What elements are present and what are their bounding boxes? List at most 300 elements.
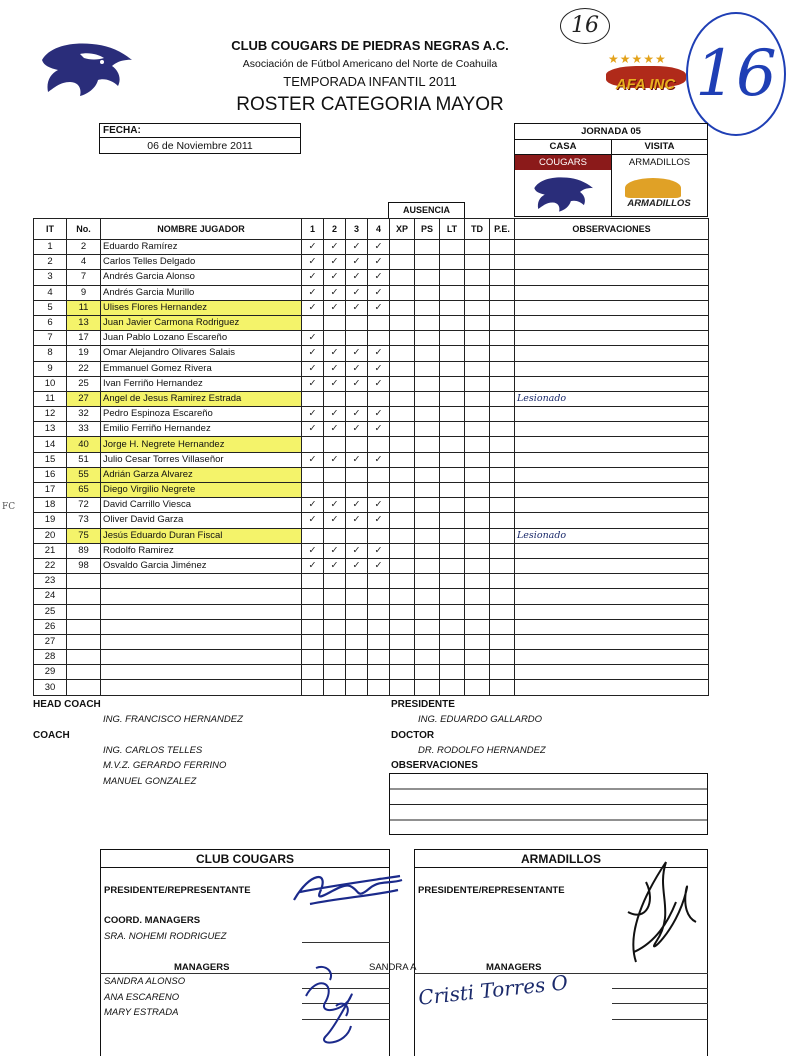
row-pe[interactable]: [490, 498, 515, 513]
row-quarter-1[interactable]: [302, 619, 324, 634]
row-td[interactable]: [465, 240, 490, 255]
row-number[interactable]: 17: [67, 331, 101, 346]
row-observaciones[interactable]: [515, 680, 709, 695]
row-quarter-3[interactable]: ✓: [346, 543, 368, 558]
row-observaciones[interactable]: [515, 513, 709, 528]
row-quarter-3[interactable]: [346, 528, 368, 543]
row-player-name[interactable]: Eduardo Ramírez: [101, 240, 302, 255]
row-td[interactable]: [465, 483, 490, 498]
row-quarter-1[interactable]: ✓: [302, 422, 324, 437]
row-quarter-1[interactable]: [302, 604, 324, 619]
row-quarter-4[interactable]: [368, 589, 390, 604]
row-player-name[interactable]: Juan Javier Carmona Rodriguez: [101, 315, 302, 330]
row-quarter-1[interactable]: ✓: [302, 513, 324, 528]
row-xp[interactable]: [390, 574, 415, 589]
row-number[interactable]: 75: [67, 528, 101, 543]
row-lt[interactable]: [440, 255, 465, 270]
row-quarter-3[interactable]: [346, 467, 368, 482]
row-it[interactable]: 20: [34, 528, 67, 543]
row-ps[interactable]: [415, 528, 440, 543]
row-ps[interactable]: [415, 270, 440, 285]
row-observaciones[interactable]: [515, 574, 709, 589]
row-it[interactable]: 12: [34, 407, 67, 422]
row-it[interactable]: 19: [34, 513, 67, 528]
row-quarter-1[interactable]: [302, 315, 324, 330]
row-td[interactable]: [465, 634, 490, 649]
row-td[interactable]: [465, 498, 490, 513]
row-pe[interactable]: [490, 407, 515, 422]
row-xp[interactable]: [390, 452, 415, 467]
row-lt[interactable]: [440, 315, 465, 330]
row-ps[interactable]: [415, 376, 440, 391]
row-lt[interactable]: [440, 604, 465, 619]
row-pe[interactable]: [490, 255, 515, 270]
row-observaciones[interactable]: [515, 300, 709, 315]
row-quarter-3[interactable]: ✓: [346, 422, 368, 437]
row-quarter-1[interactable]: ✓: [302, 240, 324, 255]
row-player-name[interactable]: [101, 680, 302, 695]
row-observaciones[interactable]: [515, 270, 709, 285]
row-td[interactable]: [465, 558, 490, 573]
row-observaciones[interactable]: [515, 467, 709, 482]
row-td[interactable]: [465, 513, 490, 528]
row-pe[interactable]: [490, 558, 515, 573]
row-pe[interactable]: [490, 331, 515, 346]
row-td[interactable]: [465, 407, 490, 422]
row-td[interactable]: [465, 589, 490, 604]
row-quarter-2[interactable]: [324, 437, 346, 452]
row-quarter-4[interactable]: [368, 665, 390, 680]
row-quarter-3[interactable]: ✓: [346, 452, 368, 467]
row-pe[interactable]: [490, 680, 515, 695]
row-xp[interactable]: [390, 361, 415, 376]
row-quarter-3[interactable]: [346, 650, 368, 665]
row-quarter-3[interactable]: ✓: [346, 376, 368, 391]
row-ps[interactable]: [415, 619, 440, 634]
row-lt[interactable]: [440, 665, 465, 680]
row-it[interactable]: 30: [34, 680, 67, 695]
row-quarter-4[interactable]: ✓: [368, 300, 390, 315]
row-quarter-4[interactable]: ✓: [368, 452, 390, 467]
row-td[interactable]: [465, 361, 490, 376]
row-pe[interactable]: [490, 346, 515, 361]
row-ps[interactable]: [415, 346, 440, 361]
row-quarter-4[interactable]: ✓: [368, 361, 390, 376]
row-quarter-1[interactable]: [302, 665, 324, 680]
row-xp[interactable]: [390, 483, 415, 498]
row-ps[interactable]: [415, 513, 440, 528]
row-player-name[interactable]: Pedro Espinoza Escareño: [101, 407, 302, 422]
row-xp[interactable]: [390, 255, 415, 270]
row-quarter-4[interactable]: ✓: [368, 285, 390, 300]
row-quarter-2[interactable]: ✓: [324, 422, 346, 437]
row-quarter-1[interactable]: [302, 574, 324, 589]
row-quarter-3[interactable]: ✓: [346, 240, 368, 255]
row-number[interactable]: 51: [67, 452, 101, 467]
row-ps[interactable]: [415, 483, 440, 498]
row-it[interactable]: 26: [34, 619, 67, 634]
row-xp[interactable]: [390, 513, 415, 528]
row-pe[interactable]: [490, 604, 515, 619]
row-quarter-1[interactable]: ✓: [302, 361, 324, 376]
row-td[interactable]: [465, 315, 490, 330]
row-td[interactable]: [465, 528, 490, 543]
row-it[interactable]: 11: [34, 391, 67, 406]
row-observaciones[interactable]: [515, 452, 709, 467]
row-quarter-4[interactable]: [368, 680, 390, 695]
row-pe[interactable]: [490, 315, 515, 330]
row-quarter-2[interactable]: ✓: [324, 543, 346, 558]
row-lt[interactable]: [440, 680, 465, 695]
row-quarter-4[interactable]: [368, 528, 390, 543]
row-quarter-3[interactable]: ✓: [346, 513, 368, 528]
row-lt[interactable]: [440, 574, 465, 589]
row-xp[interactable]: [390, 604, 415, 619]
row-xp[interactable]: [390, 589, 415, 604]
row-quarter-1[interactable]: ✓: [302, 452, 324, 467]
row-it[interactable]: 18: [34, 498, 67, 513]
row-quarter-4[interactable]: ✓: [368, 270, 390, 285]
row-quarter-2[interactable]: ✓: [324, 346, 346, 361]
row-quarter-2[interactable]: [324, 528, 346, 543]
row-quarter-3[interactable]: ✓: [346, 285, 368, 300]
row-number[interactable]: 19: [67, 346, 101, 361]
row-xp[interactable]: [390, 528, 415, 543]
row-lt[interactable]: [440, 437, 465, 452]
row-quarter-3[interactable]: [346, 331, 368, 346]
row-ps[interactable]: [415, 634, 440, 649]
row-observaciones[interactable]: [515, 407, 709, 422]
row-xp[interactable]: [390, 422, 415, 437]
row-it[interactable]: 7: [34, 331, 67, 346]
row-quarter-4[interactable]: [368, 391, 390, 406]
row-xp[interactable]: [390, 650, 415, 665]
row-it[interactable]: 28: [34, 650, 67, 665]
row-quarter-2[interactable]: [324, 391, 346, 406]
row-td[interactable]: [465, 619, 490, 634]
row-quarter-2[interactable]: ✓: [324, 376, 346, 391]
row-quarter-3[interactable]: [346, 391, 368, 406]
row-quarter-2[interactable]: [324, 315, 346, 330]
row-td[interactable]: [465, 467, 490, 482]
row-ps[interactable]: [415, 680, 440, 695]
row-lt[interactable]: [440, 376, 465, 391]
row-quarter-2[interactable]: [324, 665, 346, 680]
row-td[interactable]: [465, 391, 490, 406]
row-player-name[interactable]: Angel de Jesus Ramirez Estrada: [101, 391, 302, 406]
row-quarter-2[interactable]: ✓: [324, 513, 346, 528]
row-xp[interactable]: [390, 498, 415, 513]
row-player-name[interactable]: Osvaldo Garcia Jiménez: [101, 558, 302, 573]
row-pe[interactable]: [490, 665, 515, 680]
row-ps[interactable]: [415, 543, 440, 558]
row-lt[interactable]: [440, 558, 465, 573]
row-quarter-3[interactable]: ✓: [346, 255, 368, 270]
row-ps[interactable]: [415, 391, 440, 406]
row-td[interactable]: [465, 422, 490, 437]
row-quarter-1[interactable]: ✓: [302, 285, 324, 300]
row-ps[interactable]: [415, 361, 440, 376]
row-xp[interactable]: [390, 543, 415, 558]
row-observaciones[interactable]: [515, 240, 709, 255]
row-observaciones[interactable]: [515, 543, 709, 558]
row-observaciones[interactable]: [515, 558, 709, 573]
row-it[interactable]: 29: [34, 665, 67, 680]
row-number[interactable]: 55: [67, 467, 101, 482]
row-it[interactable]: 24: [34, 589, 67, 604]
row-quarter-4[interactable]: ✓: [368, 255, 390, 270]
row-quarter-4[interactable]: [368, 437, 390, 452]
row-number[interactable]: 11: [67, 300, 101, 315]
row-number[interactable]: 40: [67, 437, 101, 452]
row-player-name[interactable]: [101, 619, 302, 634]
row-observaciones[interactable]: [515, 437, 709, 452]
row-xp[interactable]: [390, 619, 415, 634]
row-quarter-2[interactable]: ✓: [324, 558, 346, 573]
row-td[interactable]: [465, 376, 490, 391]
row-quarter-1[interactable]: [302, 437, 324, 452]
row-player-name[interactable]: Jesús Eduardo Duran Fiscal: [101, 528, 302, 543]
row-pe[interactable]: [490, 437, 515, 452]
row-observaciones[interactable]: [515, 255, 709, 270]
row-number[interactable]: 27: [67, 391, 101, 406]
row-player-name[interactable]: Emilio Ferriño Hernandez: [101, 422, 302, 437]
row-quarter-4[interactable]: [368, 331, 390, 346]
row-quarter-4[interactable]: ✓: [368, 543, 390, 558]
row-xp[interactable]: [390, 331, 415, 346]
row-quarter-1[interactable]: ✓: [302, 543, 324, 558]
row-quarter-2[interactable]: ✓: [324, 285, 346, 300]
row-lt[interactable]: [440, 422, 465, 437]
row-lt[interactable]: [440, 240, 465, 255]
row-player-name[interactable]: [101, 634, 302, 649]
row-pe[interactable]: [490, 543, 515, 558]
row-quarter-1[interactable]: ✓: [302, 498, 324, 513]
row-quarter-1[interactable]: ✓: [302, 376, 324, 391]
row-it[interactable]: 21: [34, 543, 67, 558]
row-quarter-3[interactable]: ✓: [346, 270, 368, 285]
row-number[interactable]: [67, 589, 101, 604]
row-xp[interactable]: [390, 270, 415, 285]
row-quarter-2[interactable]: ✓: [324, 452, 346, 467]
row-ps[interactable]: [415, 604, 440, 619]
row-quarter-1[interactable]: [302, 467, 324, 482]
row-pe[interactable]: [490, 574, 515, 589]
row-it[interactable]: 1: [34, 240, 67, 255]
row-quarter-1[interactable]: [302, 589, 324, 604]
row-it[interactable]: 27: [34, 634, 67, 649]
row-observaciones[interactable]: [515, 331, 709, 346]
row-pe[interactable]: [490, 391, 515, 406]
row-td[interactable]: [465, 650, 490, 665]
row-quarter-3[interactable]: ✓: [346, 361, 368, 376]
row-quarter-1[interactable]: [302, 680, 324, 695]
row-ps[interactable]: [415, 437, 440, 452]
row-quarter-4[interactable]: ✓: [368, 376, 390, 391]
row-ps[interactable]: [415, 574, 440, 589]
row-player-name[interactable]: [101, 604, 302, 619]
row-ps[interactable]: [415, 331, 440, 346]
row-observaciones[interactable]: [515, 619, 709, 634]
row-ps[interactable]: [415, 650, 440, 665]
row-pe[interactable]: [490, 240, 515, 255]
row-number[interactable]: 25: [67, 376, 101, 391]
row-td[interactable]: [465, 543, 490, 558]
row-observaciones[interactable]: [515, 665, 709, 680]
row-xp[interactable]: [390, 300, 415, 315]
row-pe[interactable]: [490, 422, 515, 437]
row-quarter-3[interactable]: [346, 634, 368, 649]
row-ps[interactable]: [415, 589, 440, 604]
row-player-name[interactable]: Oliver David Garza: [101, 513, 302, 528]
row-number[interactable]: 4: [67, 255, 101, 270]
row-quarter-1[interactable]: [302, 528, 324, 543]
row-quarter-3[interactable]: ✓: [346, 558, 368, 573]
observaciones-box[interactable]: [389, 773, 708, 835]
row-pe[interactable]: [490, 528, 515, 543]
row-player-name[interactable]: Adrián Garza Alvarez: [101, 467, 302, 482]
row-xp[interactable]: [390, 376, 415, 391]
row-quarter-2[interactable]: ✓: [324, 255, 346, 270]
row-it[interactable]: 3: [34, 270, 67, 285]
row-quarter-3[interactable]: [346, 619, 368, 634]
row-quarter-3[interactable]: ✓: [346, 346, 368, 361]
row-quarter-4[interactable]: ✓: [368, 346, 390, 361]
row-td[interactable]: [465, 574, 490, 589]
row-pe[interactable]: [490, 285, 515, 300]
row-player-name[interactable]: Andrés Garcia Murillo: [101, 285, 302, 300]
row-number[interactable]: 2: [67, 240, 101, 255]
row-quarter-4[interactable]: ✓: [368, 422, 390, 437]
row-quarter-3[interactable]: [346, 589, 368, 604]
row-player-name[interactable]: Andrés Garcia Alonso: [101, 270, 302, 285]
row-quarter-3[interactable]: [346, 574, 368, 589]
row-xp[interactable]: [390, 346, 415, 361]
row-quarter-3[interactable]: [346, 315, 368, 330]
row-quarter-4[interactable]: ✓: [368, 558, 390, 573]
row-xp[interactable]: [390, 315, 415, 330]
row-pe[interactable]: [490, 376, 515, 391]
row-xp[interactable]: [390, 285, 415, 300]
row-lt[interactable]: [440, 331, 465, 346]
row-observaciones[interactable]: [515, 483, 709, 498]
row-observaciones[interactable]: [515, 604, 709, 619]
row-quarter-3[interactable]: ✓: [346, 407, 368, 422]
row-player-name[interactable]: Diego Virgilio Negrete: [101, 483, 302, 498]
row-player-name[interactable]: Carlos Telles Delgado: [101, 255, 302, 270]
row-lt[interactable]: [440, 452, 465, 467]
row-lt[interactable]: [440, 528, 465, 543]
row-quarter-2[interactable]: ✓: [324, 498, 346, 513]
row-quarter-2[interactable]: ✓: [324, 361, 346, 376]
row-ps[interactable]: [415, 665, 440, 680]
row-quarter-1[interactable]: ✓: [302, 407, 324, 422]
row-it[interactable]: 17: [34, 483, 67, 498]
row-quarter-4[interactable]: ✓: [368, 407, 390, 422]
row-lt[interactable]: [440, 513, 465, 528]
row-pe[interactable]: [490, 270, 515, 285]
row-td[interactable]: [465, 452, 490, 467]
row-xp[interactable]: [390, 558, 415, 573]
row-it[interactable]: 10: [34, 376, 67, 391]
row-quarter-4[interactable]: [368, 619, 390, 634]
row-it[interactable]: 2: [34, 255, 67, 270]
row-number[interactable]: 33: [67, 422, 101, 437]
row-observaciones[interactable]: Lesionado: [515, 528, 709, 543]
row-number[interactable]: [67, 604, 101, 619]
row-lt[interactable]: [440, 498, 465, 513]
row-lt[interactable]: [440, 543, 465, 558]
row-number[interactable]: [67, 574, 101, 589]
row-quarter-2[interactable]: [324, 634, 346, 649]
row-xp[interactable]: [390, 665, 415, 680]
row-pe[interactable]: [490, 619, 515, 634]
row-xp[interactable]: [390, 634, 415, 649]
row-lt[interactable]: [440, 634, 465, 649]
row-observaciones[interactable]: Lesionado: [515, 391, 709, 406]
row-quarter-2[interactable]: ✓: [324, 240, 346, 255]
row-observaciones[interactable]: [515, 498, 709, 513]
row-quarter-2[interactable]: [324, 331, 346, 346]
row-lt[interactable]: [440, 391, 465, 406]
row-ps[interactable]: [415, 452, 440, 467]
row-quarter-3[interactable]: ✓: [346, 498, 368, 513]
row-lt[interactable]: [440, 619, 465, 634]
row-td[interactable]: [465, 437, 490, 452]
row-it[interactable]: 23: [34, 574, 67, 589]
row-observaciones[interactable]: [515, 346, 709, 361]
row-player-name[interactable]: Emmanuel Gomez Rivera: [101, 361, 302, 376]
row-observaciones[interactable]: [515, 376, 709, 391]
row-quarter-4[interactable]: [368, 604, 390, 619]
row-quarter-2[interactable]: ✓: [324, 407, 346, 422]
row-observaciones[interactable]: [515, 285, 709, 300]
row-number[interactable]: 89: [67, 543, 101, 558]
row-quarter-1[interactable]: [302, 483, 324, 498]
row-lt[interactable]: [440, 650, 465, 665]
row-it[interactable]: 4: [34, 285, 67, 300]
row-quarter-4[interactable]: ✓: [368, 240, 390, 255]
row-observaciones[interactable]: [515, 634, 709, 649]
row-quarter-3[interactable]: [346, 483, 368, 498]
row-quarter-2[interactable]: [324, 604, 346, 619]
row-ps[interactable]: [415, 285, 440, 300]
row-player-name[interactable]: David Carrillo Viesca: [101, 498, 302, 513]
row-quarter-2[interactable]: ✓: [324, 270, 346, 285]
row-it[interactable]: 8: [34, 346, 67, 361]
row-player-name[interactable]: [101, 665, 302, 680]
row-quarter-2[interactable]: [324, 483, 346, 498]
row-quarter-2[interactable]: [324, 619, 346, 634]
row-ps[interactable]: [415, 315, 440, 330]
row-quarter-4[interactable]: ✓: [368, 513, 390, 528]
row-it[interactable]: 25: [34, 604, 67, 619]
row-td[interactable]: [465, 604, 490, 619]
row-ps[interactable]: [415, 300, 440, 315]
row-pe[interactable]: [490, 634, 515, 649]
row-pe[interactable]: [490, 483, 515, 498]
row-quarter-1[interactable]: [302, 391, 324, 406]
row-player-name[interactable]: Ivan Ferriño Hernandez: [101, 376, 302, 391]
row-quarter-2[interactable]: [324, 589, 346, 604]
row-number[interactable]: 32: [67, 407, 101, 422]
row-quarter-3[interactable]: [346, 680, 368, 695]
row-quarter-3[interactable]: [346, 437, 368, 452]
row-it[interactable]: 15: [34, 452, 67, 467]
row-number[interactable]: [67, 665, 101, 680]
row-quarter-1[interactable]: ✓: [302, 346, 324, 361]
row-quarter-4[interactable]: [368, 574, 390, 589]
